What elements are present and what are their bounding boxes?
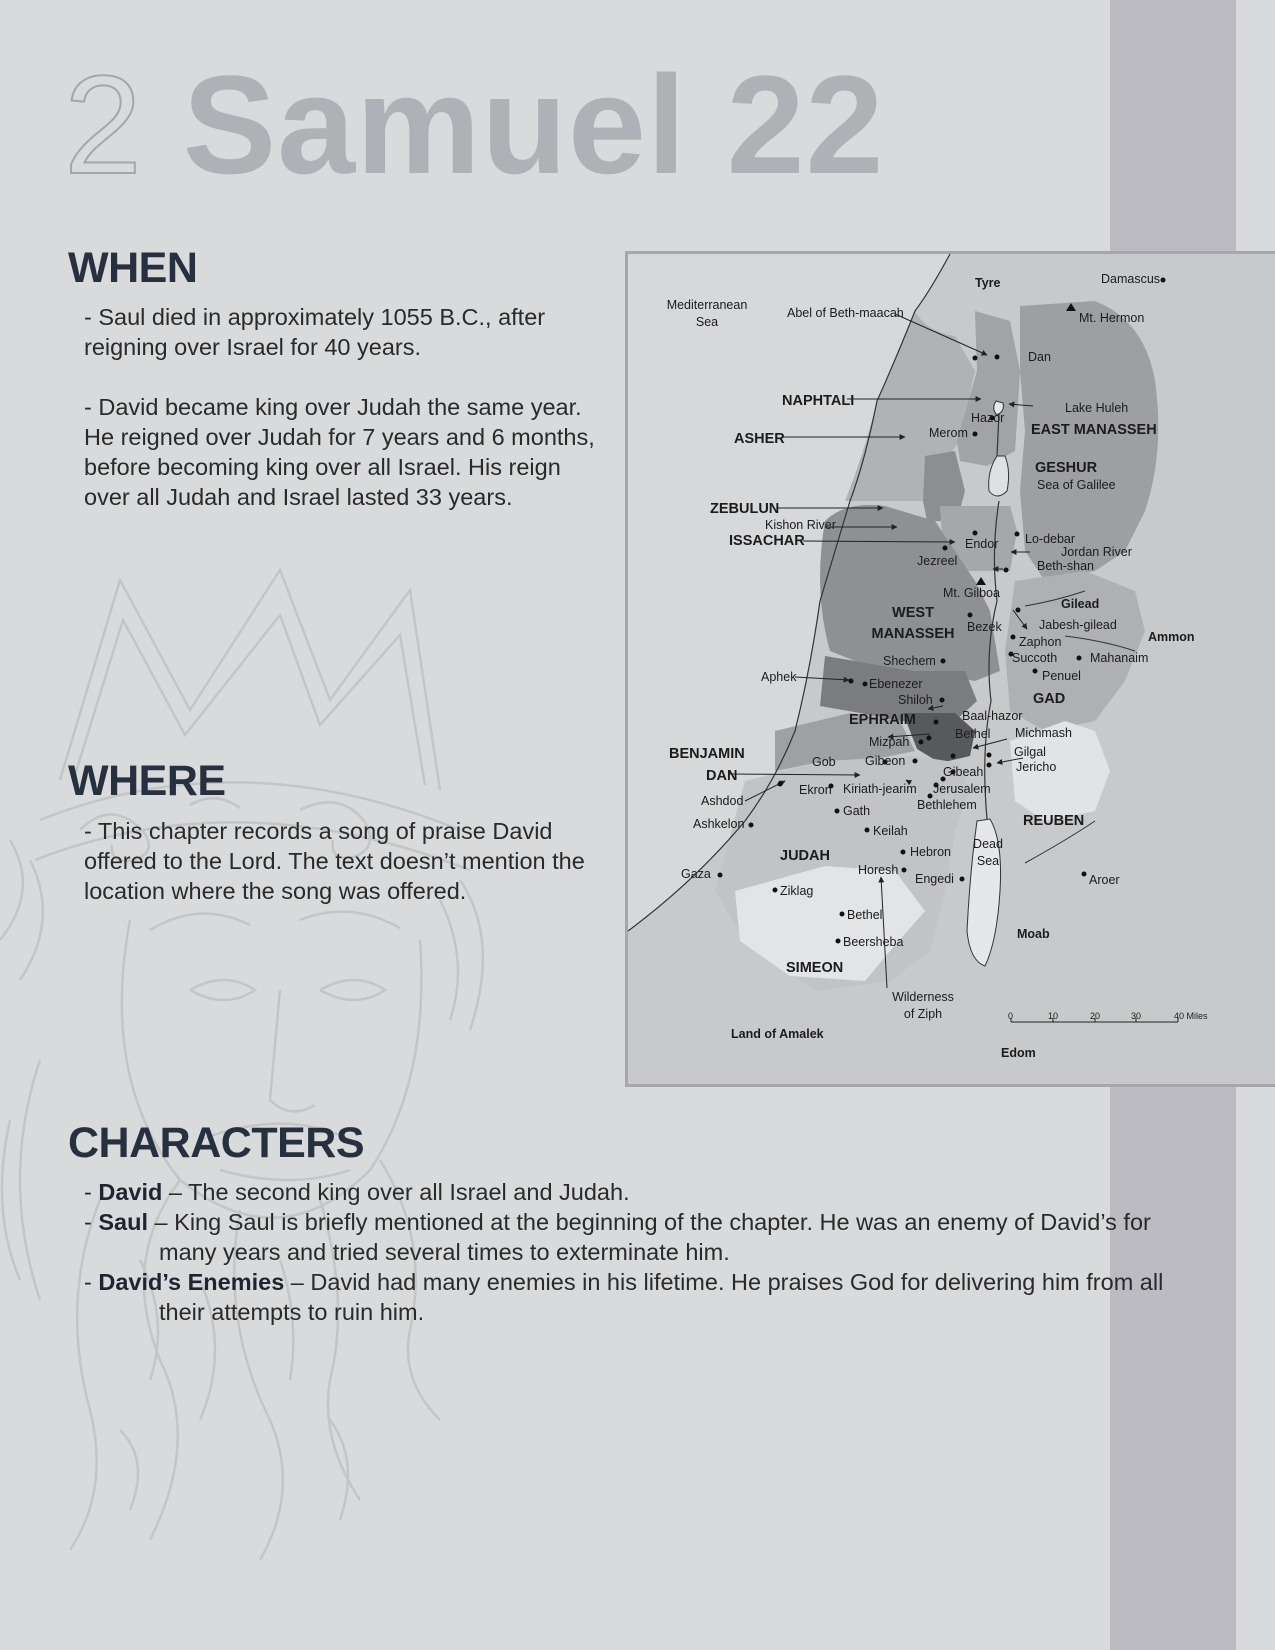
map-label-sea-2: Sea [695,315,719,329]
map-label-jericho: Jericho [1016,760,1057,774]
characters-list [84,1177,1194,1327]
map-label-beersheba: Beersheba [843,935,904,949]
character-description: King Saul is briefly mentioned at the beginning of the chapter. He was an enemy of David’s for many years and tried several times to exterminate him. [159,1209,1151,1265]
map-label-engedi: Engedi [915,872,954,886]
map-label-tyre: Tyre [975,276,1001,290]
map-label-zaphon: Zaphon [1019,635,1062,649]
characters-heading: CHARACTERS [68,1119,364,1167]
map-label-jordan-river: Jordan River [1061,545,1132,559]
map-label-lo-debar: Lo-debar [1025,532,1076,546]
map-label-abel: Abel of Beth-maacah [787,306,904,320]
map-label-bethlehem: Bethlehem [917,798,977,812]
map-label-michmash: Michmash [1015,726,1072,740]
tribe-issachar: ISSACHAR [729,533,805,549]
tribe-east-manasseh: EAST MANASSEH [1031,422,1157,438]
tribe-west-2: MANASSEH [871,626,955,642]
map-label-sea-of-galilee: Sea of Galilee [1037,478,1116,492]
scale-tick-20: 20 [1090,1011,1101,1021]
map-label-kiriath-jearim: Kiriath-jearim [843,782,917,796]
map-label-keilah: Keilah [873,824,908,838]
map-label-wilderness-2: of Ziph [903,1007,943,1021]
map-label-hebron: Hebron [910,845,951,859]
map-label-damascus: Damascus [1101,272,1161,286]
scale-tick-10: 10 [1048,1011,1059,1021]
map-label-mahanaim: Mahanaim [1090,651,1149,665]
map-label-endor: Endor [965,537,999,551]
king-illustration [0,560,560,1560]
title-number: 2 [64,46,143,203]
character-description: David had many enemies in his lifetime. He praises God for delivering him from all their attempts to ruin him. [159,1269,1164,1325]
scale-tick-30: 30 [1131,1011,1142,1021]
character-item: - David’s Enemies – David had many enemies in his lifetime. He praises God for delivering him from all their attempts to ruin him. [84,1269,1164,1325]
map-label-dan-city: Dan [1028,350,1051,364]
map-label-wilderness-1: Wilderness [892,990,954,1004]
tribe-dan: DAN [706,768,738,784]
character-item: - David – The second king over all Israel and Judah. [84,1179,630,1205]
map-label-ashdod: Ashdod [701,794,744,808]
map-label-jezreel: Jezreel [917,554,958,568]
character-name: Saul [98,1209,148,1235]
map-label-gibeah: Gibeah [943,765,984,779]
map-label-shiloh: Shiloh [898,693,933,707]
title-book: Samuel 22 [182,46,885,203]
when-heading: WHEN [68,244,198,292]
character-description: The second king over all Israel and Judah. [188,1179,630,1205]
map-label-succoth: Succoth [1012,651,1058,665]
map-label-gilgal: Gilgal [1014,745,1046,759]
map-label-horesh: Horesh [858,863,899,877]
when-paragraph-1: - Saul died in approximately 1055 B.C., after reigning over Israel for 40 years. [84,304,546,360]
map-label-ziklag: Ziklag [780,884,814,898]
character-name: David [98,1179,163,1205]
tribe-reuben: REUBEN [1023,813,1085,829]
map-label-edom: Edom [1001,1046,1036,1060]
map-label-gilead: Gilead [1061,597,1100,611]
when-paragraph-2: - David became king over Judah the same year. He reigned over Judah for 7 years and 6 months, before becoming king over all Israel. His reign over all Judah and Israel lasted 33 years. [84,394,595,510]
map-label-sea-1: Mediterranean [666,298,748,312]
character-item: - Saul – King Saul is briefly mentioned at the beginning of the chapter. He was an enemy of David’s for many years and tried several times to exterminate him. [84,1209,1151,1265]
map-label-hermon: Mt. Hermon [1079,311,1145,325]
tribe-simeon: SIMEON [786,960,844,976]
tribe-geshur: GESHUR [1035,460,1098,476]
map-label-shechem: Shechem [883,654,936,668]
map-label-ebenezer: Ebenezer [869,677,923,691]
map-label-penuel: Penuel [1042,669,1081,683]
map-label-gob: Gob [812,755,836,769]
map-label-ekron: Ekron [799,783,832,797]
map-label-baal-hazor: Baal-hazor [962,709,1023,723]
map-label-hazor: Hazor [971,411,1005,425]
map-label-mizpah: Mizpah [869,735,910,749]
map-label-kishon-river: Kishon River [765,518,836,532]
tribe-benjamin: BENJAMIN [669,746,745,762]
where-paragraph: - This chapter records a song of praise David offered to the Lord. The text doesn’t mention the location where the song was offered. [84,818,585,904]
tribe-asher: ASHER [734,431,785,447]
map-label-aphek: Aphek [761,670,797,684]
scale-tick-40: 40 Miles [1174,1011,1208,1021]
where-heading: WHERE [68,757,226,805]
tribe-zebulun: ZEBULUN [710,501,780,517]
map-label-gath: Gath [843,804,871,818]
map-label-bezek: Bezek [967,620,1002,634]
map-label-ashkelon: Ashkelon [693,817,745,831]
map-label-bethel-north: Bethel [955,727,991,741]
map-label-land-of-amalek: Land of Amalek [731,1027,824,1041]
tribe-ephraim: EPHRAIM [849,712,916,728]
map-label-merom: Merom [929,426,968,440]
map-label-aroer: Aroer [1089,873,1120,887]
tribe-judah: JUDAH [780,848,830,864]
tribe-naphtali: NAPHTALI [782,393,855,409]
map-label-gilboa: Mt. Gilboa [943,586,1000,600]
page-title [64,46,885,203]
map-label-gaza: Gaza [681,867,711,881]
map-label-jabesh-gilead: Jabesh-gilead [1039,618,1117,632]
map-label-gibeon: Gibeon [865,754,906,768]
map-of-israel [625,251,1275,1088]
character-name: David’s Enemies [98,1269,285,1295]
map-label-jerusalem: Jerusalem [933,782,991,796]
map-label-lake-huleh: Lake Huleh [1065,401,1129,415]
map-label-beth-shan: Beth-shan [1037,559,1094,573]
map-label-dead-2: Sea [976,854,1000,868]
map-label-dead-1: Dead [973,837,1003,851]
tribe-gad: GAD [1033,691,1066,707]
map-label-ammon: Ammon [1148,630,1195,644]
tribe-west-1: WEST [892,605,934,621]
scale-tick-0: 0 [1008,1011,1014,1021]
map-label-moab: Moab [1017,927,1050,941]
map-label-bethel-south: Bethel [847,908,883,922]
